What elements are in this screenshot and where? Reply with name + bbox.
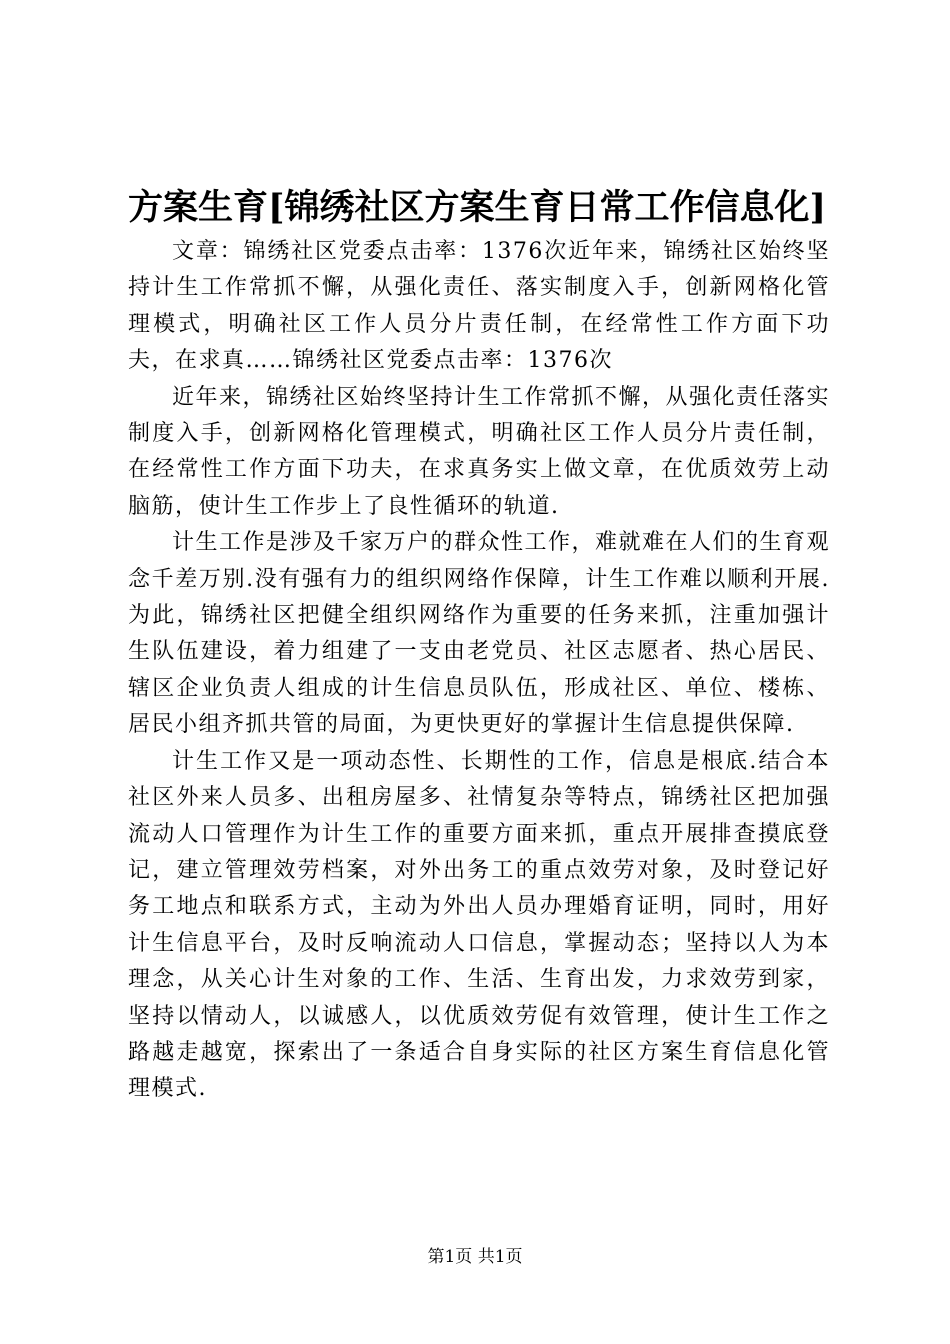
paragraph-information: 计生工作又是一项动态性、长期性的工作，信息是根底.结合本社区外来人员多、出租房屋多、社情复杂等特点，锦绣社区把加强流动人口管理作为计生工作的重要方面来抓，重点开展排查摸底登记，建立管理效劳档案，对外出务工的重点效劳对象，及时登记好务工地点和联系方式，主动为外出人员办理婚育证明，同时，用好计生信息平台，及时反响流动人口信息，掌握动态；坚持以人为本理念，从关心计生对象的工作、生活、生育出发，力求效劳到家，坚持以情动人，以诚感人，以优质效劳促有效管理，使计生工作之路越走越宽，探索出了一条适合自身实际的社区方案生育信息化管理模式. xyxy=(128,748,830,1102)
document-title: 方案生育[锦绣社区方案生育日常工作信息化] xyxy=(128,187,827,228)
paragraph-organization: 计生工作是涉及千家万户的群众性工作，难就难在人们的生育观念千差万别.没有强有力的组织网络作保障，计生工作难以顺利开展.为此，锦绣社区把健全组织网络作为重要的任务来抓，注重加强计生队伍建设，着力组建了一支由老党员、社区志愿者、热心居民、辖区企业负责人组成的计生信息员队伍，形成社区、单位、楼栋、居民小组齐抓共管的局面，为更快更好的掌握计生信息提供保障. xyxy=(128,530,831,738)
paragraph-intro: 近年来，锦绣社区始终坚持计生工作常抓不懈，从强化责任落实制度入手，创新网格化管理模式，明确社区工作人员分片责任制，在经常性工作方面下功夫，在求真务实上做文章，在优质效劳上动脑筋，使计生工作步上了良性循环的轨道. xyxy=(128,384,831,519)
document-body xyxy=(128,234,830,1108)
page-footer: 第1页 共1页 xyxy=(427,1247,523,1267)
paragraph-summary: 文章：锦绣社区党委点击率：1376次近年来，锦绣社区始终坚持计生工作常抓不懈，从强化责任、落实制度入手，创新网格化管理模式，明确社区工作人员分片责任制，在经常性工作方面下功夫，在求真……锦绣社区党委点击率：1376次 xyxy=(128,239,830,374)
